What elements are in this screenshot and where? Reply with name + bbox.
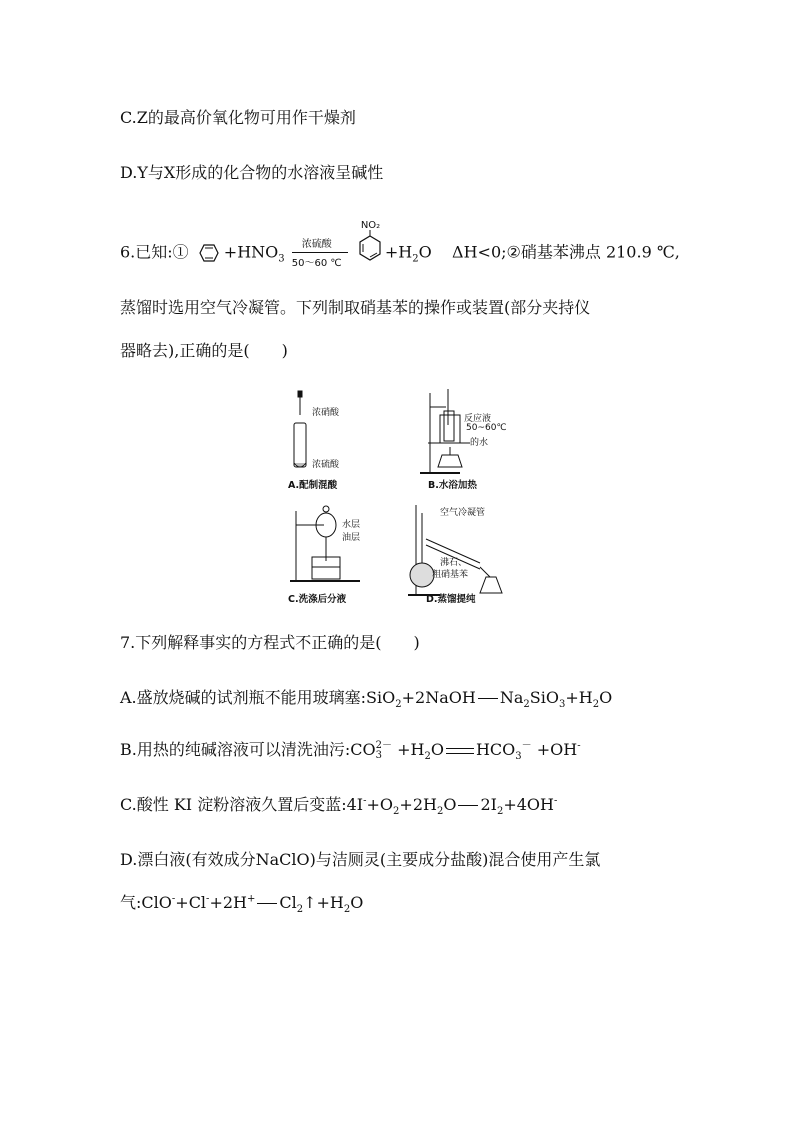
panel-d-label3: 粗硝基苯 [432, 570, 469, 580]
panel-b-label1: 反应液 [464, 414, 492, 424]
q6-line1: 6.已知:① $+HNO_3$ 浓硫酸 50～60 ℃ NO₂ $+H_2O$ ΔH<0;②硝基苯沸点 210.9 ℃, [120, 220, 680, 269]
q6-line2: 蒸馏时选用空气冷凝管。下列制取硝基苯的操作或装置(部分夹持仪 [120, 298, 591, 317]
panel-a-label1: 浓硝酸 [312, 408, 340, 418]
benzene-icon [194, 242, 224, 264]
panel-d-label2: 沸石、 [440, 558, 468, 568]
panel-d-caption: D.蒸馏提纯 [426, 594, 476, 605]
panel-b-drawing [420, 389, 470, 473]
panel-b-label2: 50~60℃ [466, 423, 507, 433]
panel-c-label1: 水层 [342, 520, 361, 530]
option-d: D.Y与X形成的化合物的水溶液呈碱性 [120, 163, 384, 182]
option-c: C.Z的最高价氧化物可用作干燥剂 [120, 108, 356, 127]
panel-b-label3: 的水 [470, 438, 489, 448]
panel-c-label2: 油层 [342, 533, 361, 543]
nitrobenzene-ring-icon [355, 230, 385, 264]
q7-option-b: B.用热的纯碱溶液可以清洗油污:CO2 $3^- +H_2O$ $HCO_3^- +OH^-$ [120, 739, 581, 763]
panel-c-caption: C.洗涤后分液 [288, 594, 347, 605]
reaction-arrow: 浓硫酸 50～60 ℃ [290, 243, 350, 263]
q7-option-d-line1: D.漂白液(有效成分NaClO)与洁厕灵(主要成分盐酸)混合使用产生氯 [120, 850, 601, 869]
apparatus-figure [280, 385, 520, 610]
panel-b-caption: B.水浴加热 [428, 480, 477, 491]
circled-one: ① [172, 242, 189, 262]
q6-line3: 器略去),正确的是( ) [120, 341, 288, 360]
q7-option-a: A.盛放烧碱的试剂瓶不能用玻璃塞:SiO$_2$+2NaOH $Na_2SiO_3+H_2O$ [120, 688, 613, 711]
q7-option-c: C.酸性 KI 淀粉溶液久置后变蓝$:4I^-+O_2+2H_2O$ $2I_2+4OH^-$ [120, 795, 558, 818]
panel-d-label1: 空气冷凝管 [440, 508, 486, 518]
panel-a-caption: A.配制混酸 [288, 480, 338, 491]
q7-option-d-line2: 气:ClO-+Cl-+2H+ $Cl_2↑+H_2O$ [120, 893, 364, 916]
panel-a-drawing [294, 391, 306, 467]
panel-d-drawing [408, 505, 502, 595]
nitrobenzene-structure: NO₂ [355, 238, 385, 268]
q7-stem: 7.下列解释事实的方程式不正确的是( ) [120, 633, 420, 652]
panel-a-label2: 浓硫酸 [312, 460, 340, 470]
